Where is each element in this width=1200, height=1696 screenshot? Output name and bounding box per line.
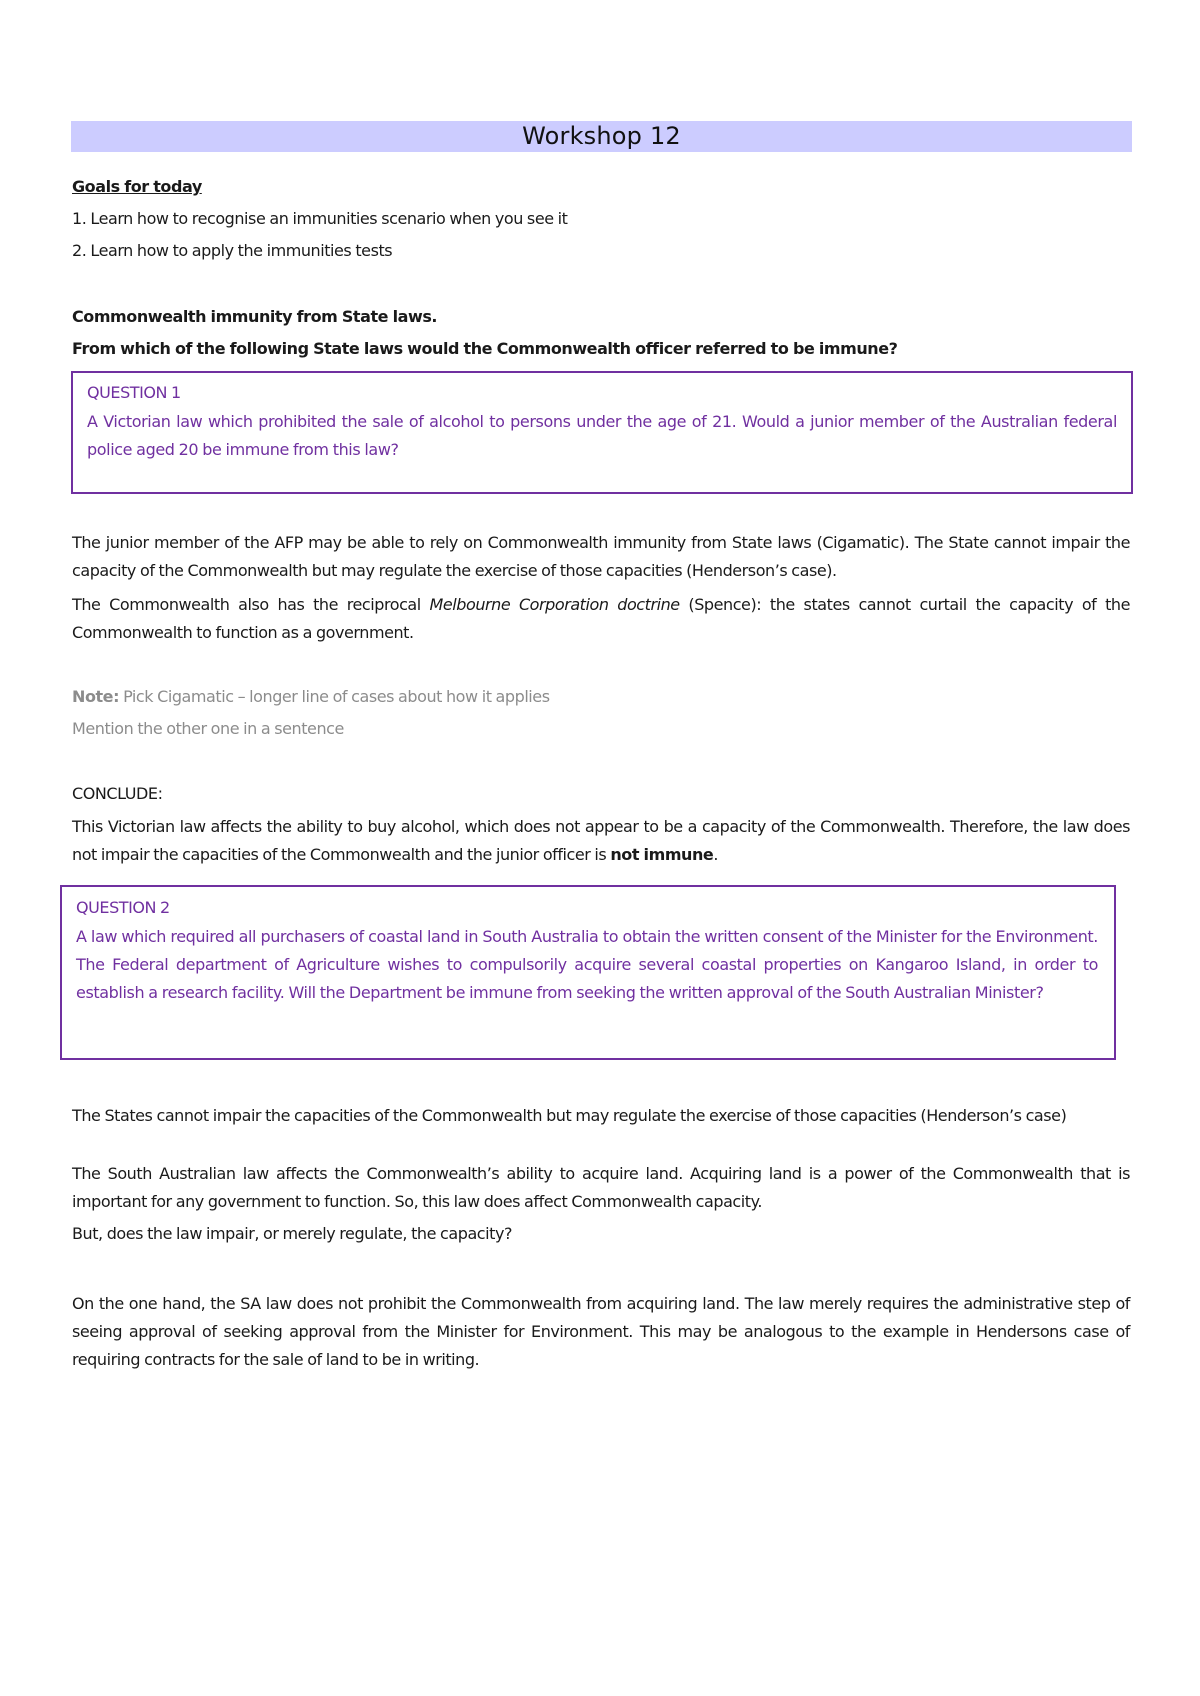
conclude-paragraph: This Victorian law affects the ability to buy alcohol, which does not appear to be a capacity of the Commonwealth. Therefore, the law does not impair the capacities of the Commonwealth and the junior officer is not immune. <box>72 817 1130 864</box>
answer-2-paragraph-3: But, does the law impair, or merely regulate, the capacity? <box>72 1224 513 1243</box>
document-title: Workshop 12 <box>71 121 1132 152</box>
goal-item-2: 2. Learn how to apply the immunities tests <box>72 241 393 260</box>
question-1-box <box>71 371 1133 494</box>
conclude-bold: not immune <box>610 845 714 864</box>
answer-1-paragraph-2 <box>72 591 1130 647</box>
question-1-text: A Victorian law which prohibited the sale of alcohol to persons under the age of 21. Would a junior member of the Australian federal police aged 20 be immune from this law? <box>87 412 1117 459</box>
note-text: Pick Cigamatic – longer line of cases about how it applies <box>119 687 550 706</box>
goal-item-1: 1. Learn how to recognise an immunities scenario when you see it <box>72 209 568 228</box>
conclude-label: CONCLUDE: <box>72 784 163 803</box>
goals-heading: Goals for today <box>72 177 202 196</box>
answer-1-p2-end: (Spence): the states cannot curtail the capacity of the Commonwealth to function as a government. <box>72 595 1130 642</box>
note-label: Note: <box>72 687 120 706</box>
answer-1-p2-start: The Commonwealth also has the reciprocal <box>72 595 430 614</box>
answer-2-paragraph-1: The States cannot impair the capacities of the Commonwealth but may regulate the exercise of those capacities (Henderson’s case) <box>72 1106 1067 1125</box>
goals-section <box>72 171 1130 267</box>
question-2-label: QUESTION 2 <box>76 898 170 917</box>
note-line-2: Mention the other one in a sentence <box>72 719 344 738</box>
answer-2-paragraph-2: The South Australian law affects the Commonwealth’s ability to acquire land. Acquiring land is a power of the Commonwealth that is important for any government to function. So, this law does affect Commonwealth capacity. <box>72 1164 1130 1211</box>
conclude-text: This Victorian law affects the ability to buy alcohol, which does not appear to be a capacity of the Commonwealth. Therefore, the law does not impair the capacities of the Commonwealth and the junior officer is <box>72 817 1130 864</box>
question-2-box <box>60 885 1116 1060</box>
answer-1-paragraph-1: The junior member of the AFP may be able to rely on Commonwealth immunity from State laws (Cigamatic). The State cannot impair the capacity of the Commonwealth but may regulate the exercise of those capacities (Henderson’s case). <box>72 533 1130 580</box>
question-2-text: A law which required all purchasers of coastal land in South Australia to obtain the written consent of the Minister for the Environment. The Federal department of Agriculture wishes to compulsorily acquire several coastal properties on Kangaroo Island, in order to establish a research facility. Will the Department be immune from seeking the written approval of the South Australian Minister? <box>76 927 1098 1002</box>
doctrine-name: Melbourne Corporation doctrine <box>429 595 680 614</box>
section-heading: Commonwealth immunity from State laws. <box>72 307 438 326</box>
note-block <box>72 681 1130 745</box>
section-prompt: From which of the following State laws would the Commonwealth officer referred to be immune? <box>72 339 898 358</box>
section-intro <box>72 301 1130 365</box>
answer-2-paragraph-4: On the one hand, the SA law does not prohibit the Commonwealth from acquiring land. The law merely requires the administrative step of seeing approval of seeking approval from the Minister for Environment. This may be analogous to the example in Hendersons case of requiring contracts for the sale of land to be in writing. <box>72 1294 1130 1369</box>
question-1-label: QUESTION 1 <box>87 383 181 402</box>
